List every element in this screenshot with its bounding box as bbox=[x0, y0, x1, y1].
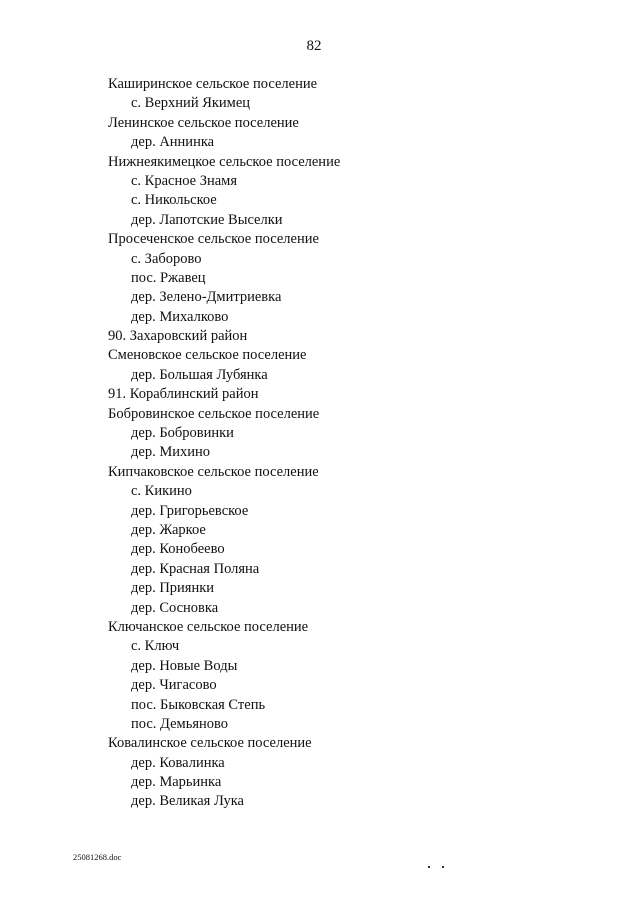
settlement-entry: дер. Великая Лука bbox=[131, 793, 244, 810]
settlement-entry: дер. Жаркое bbox=[131, 521, 206, 538]
heading-entry: Ковалинское сельское поселение bbox=[108, 735, 312, 752]
settlement-entry: с. Верхний Якимец bbox=[131, 95, 251, 112]
settlement-entry: дер. Аннинка bbox=[131, 134, 215, 151]
settlement-entry: с. Заборово bbox=[131, 250, 202, 267]
heading-entry: Бобровинское сельское поселение bbox=[108, 405, 320, 422]
settlement-entry: с. Ключ bbox=[131, 638, 180, 655]
settlement-entry: дер. Зелено-Дмитриевка bbox=[131, 289, 282, 306]
settlement-entry: пос. Ржавец bbox=[131, 269, 206, 286]
heading-entry: Нижнеякимецкое сельское поселение bbox=[108, 153, 341, 170]
settlement-entry: дер. Новые Воды bbox=[131, 657, 238, 674]
heading-entry: Ключанское сельское поселение bbox=[108, 618, 309, 635]
settlement-entry: дер. Конобеево bbox=[131, 541, 225, 558]
settlement-entry: дер. Лапотские Выселки bbox=[131, 211, 283, 228]
settlement-list bbox=[108, 75, 340, 812]
settlement-entry: дер. Большая Лубянка bbox=[131, 366, 268, 383]
stray-marks bbox=[428, 866, 448, 872]
settlement-entry: дер. Ковалинка bbox=[131, 754, 225, 771]
heading-entry: Кипчаковское сельское поселение bbox=[108, 463, 319, 480]
settlement-entry: дер. Михалково bbox=[131, 308, 229, 325]
settlement-entry: дер. Сосновка bbox=[131, 599, 219, 616]
heading-entry: Просеченское сельское поселение bbox=[108, 231, 319, 248]
settlement-entry: дер. Марьинка bbox=[131, 774, 222, 791]
heading-entry: Сменовское сельское поселение bbox=[108, 347, 307, 364]
settlement-entry: пос. Быковская Степь bbox=[131, 696, 266, 713]
settlement-entry: дер. Приянки bbox=[131, 580, 215, 597]
settlement-entry: с. Красное Знамя bbox=[131, 172, 238, 189]
settlement-entry: дер. Михино bbox=[131, 444, 210, 461]
heading-entry: Каширинское сельское поселение bbox=[108, 76, 318, 92]
settlement-entry: пос. Демьяново bbox=[131, 715, 229, 732]
heading-entry: Ленинское сельское поселение bbox=[108, 114, 299, 131]
heading-entry: 91. Кораблинский район bbox=[108, 386, 259, 403]
settlement-entry: с. Никольское bbox=[131, 192, 217, 209]
settlement-entry: дер. Чигасово bbox=[131, 677, 217, 694]
settlement-entry: с. Кикино bbox=[131, 483, 192, 500]
settlement-entry: дер. Григорьевское bbox=[131, 502, 249, 519]
page-number: 82 bbox=[306, 38, 322, 54]
settlement-entry: дер. Бобровинки bbox=[131, 425, 234, 442]
footer-filename: 25081268.doc bbox=[73, 852, 122, 862]
settlement-entry: дер. Красная Поляна bbox=[131, 560, 260, 577]
heading-entry: 90. Захаровский район bbox=[108, 328, 248, 345]
